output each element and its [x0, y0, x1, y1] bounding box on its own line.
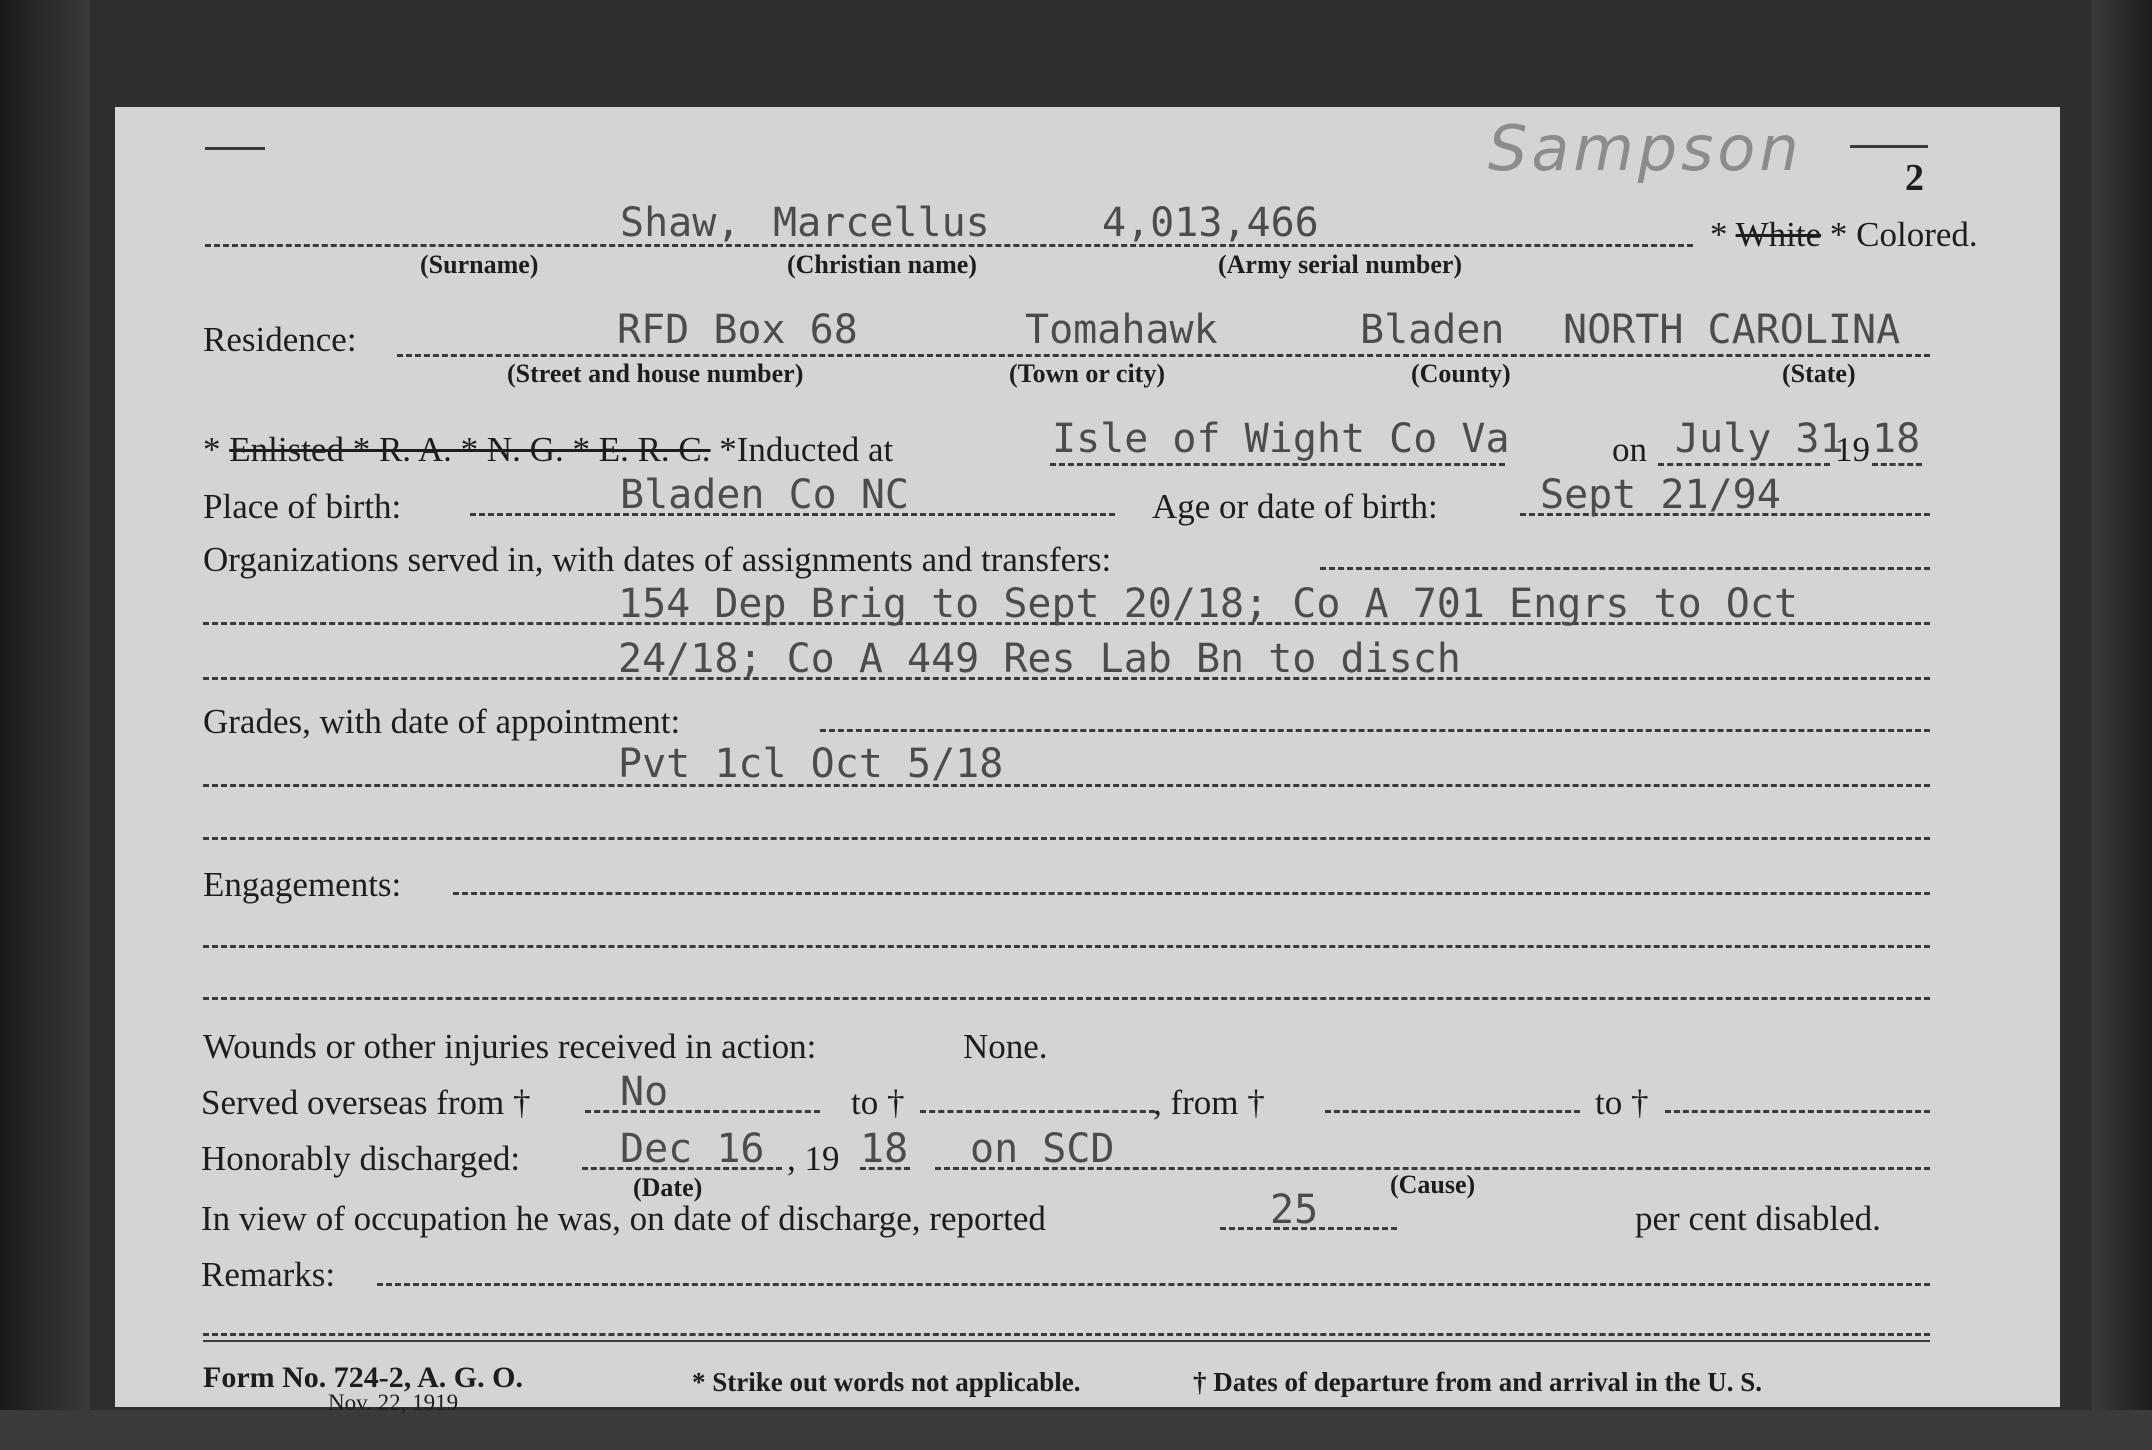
discharge-cause-caption: (Cause)	[1390, 1170, 1476, 1199]
overseas-to-label: to †	[851, 1083, 905, 1122]
scan-background-right	[2092, 0, 2152, 1450]
disability-suffix: per cent disabled.	[1635, 1199, 1881, 1238]
served-overseas-label: Served overseas from †	[201, 1083, 531, 1122]
remarks-label: Remarks:	[201, 1255, 336, 1294]
serial-number-value: 4,013,466	[1102, 200, 1319, 246]
town-caption: (Town or city)	[1009, 359, 1165, 388]
surname-caption: (Surname)	[420, 250, 539, 279]
induction-year-prefix: 19	[1835, 430, 1870, 469]
overseas-from2-label: , from †	[1153, 1083, 1265, 1122]
residence-state-value: NORTH CAROLINA	[1563, 307, 1901, 353]
grades-line-1	[203, 784, 1930, 787]
enlistment-struck-options: Enlisted * R. A. * N. G. * E. R. C.	[229, 430, 711, 469]
engagements-label: Engagements:	[203, 865, 402, 904]
race-options: * White * Colored.	[1710, 215, 1978, 254]
handwritten-annotation: Sampson	[1488, 112, 1803, 185]
discharge-year-prefix: , 19	[787, 1139, 840, 1178]
induction-place-value: Isle of Wight Co Va	[1052, 416, 1510, 462]
overseas-to-line	[920, 1110, 1155, 1113]
age-label: Age or date of birth:	[1152, 487, 1438, 526]
discharge-cause-value: on SCD	[970, 1126, 1115, 1172]
engagements-line-2	[203, 997, 1930, 1000]
overseas-to2-line	[1665, 1110, 1930, 1113]
induction-on-label: on	[1612, 430, 1647, 469]
induction-date-value: July 31	[1675, 416, 1844, 462]
form-number: Form No. 724-2, A. G. O.	[203, 1361, 523, 1394]
date-of-birth-value: Sept 21/94	[1540, 472, 1781, 518]
serial-number-caption: (Army serial number)	[1218, 250, 1463, 279]
organizations-value-line1: 154 Dep Brig to Sept 20/18; Co A 701 Engrs to Oct	[618, 581, 1799, 627]
grades-value: Pvt 1cl Oct 5/18	[618, 741, 1004, 787]
surname-value: Shaw,	[620, 200, 741, 246]
wounds-value: None.	[963, 1027, 1048, 1066]
discharge-date-value: Dec 16	[620, 1126, 765, 1172]
residence-county-value: Bladen	[1360, 307, 1505, 353]
race-colored: Colored.	[1856, 215, 1978, 254]
residence-label: Residence:	[203, 320, 357, 359]
induction-year-line	[1872, 463, 1922, 466]
induction-date-line	[1658, 463, 1830, 466]
street-caption: (Street and house number)	[507, 359, 804, 388]
place-of-birth-label: Place of birth:	[203, 487, 402, 526]
grades-line-2	[203, 837, 1930, 840]
disability-label: In view of occupation he was, on date of discharge, reported	[201, 1199, 1046, 1238]
service-record-card	[115, 107, 2060, 1415]
scan-background-left	[0, 0, 90, 1450]
organizations-label: Organizations served in, with dates of assignments and transfers:	[203, 540, 1112, 579]
residence-street-value: RFD Box 68	[617, 307, 858, 353]
card-number: 2	[1905, 157, 1924, 199]
residence-town-value: Tomahawk	[1025, 307, 1218, 353]
christian-name-caption: (Christian name)	[787, 250, 977, 279]
remarks-line-1	[203, 1333, 1930, 1336]
footer-note-dates: † Dates of departure from and arrival in the U. S.	[1193, 1367, 1762, 1397]
discharge-label: Honorably discharged:	[201, 1139, 521, 1178]
organizations-value-line2: 24/18; Co A 449 Res Lab Bn to disch	[618, 636, 1461, 682]
disability-percent-value: 25	[1270, 1187, 1319, 1233]
overseas-from2-line	[1325, 1110, 1580, 1113]
grades-line-0	[820, 729, 1930, 732]
overseas-from-value: No	[620, 1069, 669, 1115]
top-left-rule	[205, 147, 265, 150]
footer-note-strike: * Strike out words not applicable.	[692, 1367, 1081, 1397]
place-of-birth-value: Bladen Co NC	[620, 472, 909, 518]
overseas-to2-label: to †	[1595, 1083, 1649, 1122]
christian-name-value: Marcellus	[773, 200, 990, 246]
grades-label: Grades, with date of appointment:	[203, 702, 681, 741]
induction-place-line	[1050, 463, 1505, 466]
organizations-line-0	[1320, 567, 1930, 570]
engagements-line-0	[453, 892, 1930, 895]
discharge-year-value: 18	[860, 1126, 909, 1172]
inducted-label: *Inducted at	[719, 430, 894, 469]
form-date: Nov. 22, 1919	[328, 1390, 459, 1415]
discharge-date-caption: (Date)	[633, 1173, 703, 1202]
enlistment-options: * Enlisted * R. A. * N. G. * E. R. C. *Inducted at	[203, 430, 894, 469]
county-caption: (County)	[1411, 359, 1511, 388]
induction-year-value: 18	[1872, 416, 1921, 462]
bottom-rule	[203, 1340, 1930, 1342]
top-right-rule	[1850, 145, 1928, 148]
scan-background-bottom	[0, 1410, 2152, 1450]
residence-line	[397, 354, 1930, 357]
wounds-label: Wounds or other injuries received in action:	[203, 1027, 817, 1066]
engagements-line-1	[203, 945, 1930, 948]
state-caption: (State)	[1782, 359, 1856, 388]
race-white-struck: White	[1735, 215, 1822, 254]
remarks-line-0	[377, 1283, 1930, 1286]
